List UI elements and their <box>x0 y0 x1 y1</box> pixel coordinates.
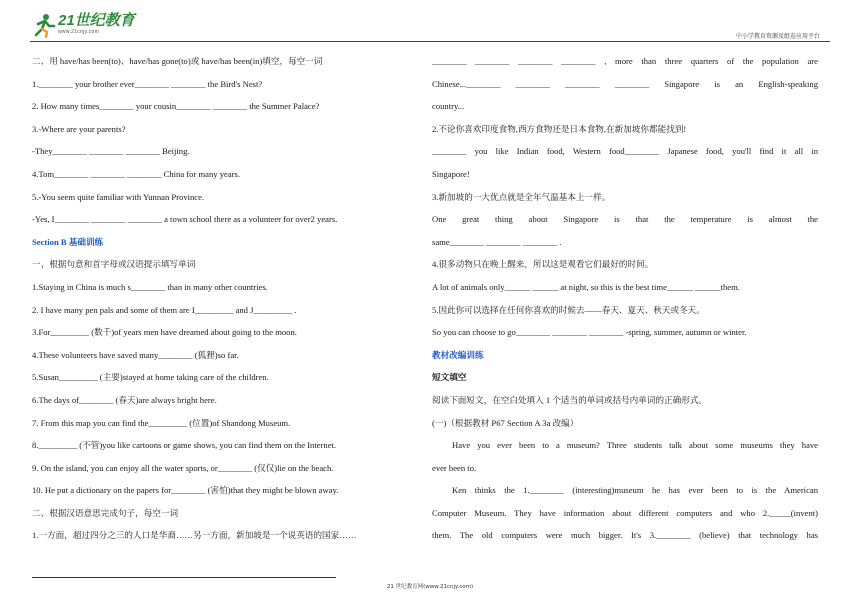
exercise-line: Singapore! <box>432 168 470 179</box>
logo <box>30 12 135 38</box>
left-column <box>32 50 408 547</box>
exercise-line: -They________ ________ ________ Beijing. <box>32 146 190 157</box>
section-heading: 二、用 have/has been(to)、have/has gone(to)或 have/has been(in)填空，每空一词 <box>32 56 323 66</box>
logo-url: www.21cnjy.com <box>58 29 100 35</box>
exercise-line: A lot of animals only______ ______ at night, so this is the best time______ ______them. <box>432 281 740 292</box>
exercise-line: Chinese...________ ________ ________ ________ Singapore is an English-speaking <box>432 78 818 89</box>
passage-fill-title: 短文填空 <box>432 372 467 383</box>
passage-line: Have you ever been to a museum? Three students talk about some museums they have <box>452 440 818 451</box>
exercise-line: 1.Staying in China is much s________ than in many other countries. <box>32 281 268 292</box>
exercise-line: One great thing about Singapore is that the temperature is almost the <box>432 214 818 225</box>
exercise-line: 1.一方面，超过四分之三的人口是华裔……另一方面，新加坡是一个说英语的国家…… <box>32 530 357 541</box>
exercise-line: -Yes, I________ ________ ________ a town school there as a volunteer for over2 years. <box>32 214 338 225</box>
source-note: (一)（根据教材 P67 Section A 3a 改编） <box>432 417 579 428</box>
exercise-line: 4.很多动物只在晚上醒来，所以这是观看它们最好的时间。 <box>432 259 654 270</box>
passage-line: ever been to. <box>432 462 477 473</box>
page-footer: 21 世纪教育网(www.21cnjy.com) <box>386 584 474 590</box>
instruction-line: 阅读下面短文，在空白处填入 1 个适当的单词或括号内单词的正确形式。 <box>432 394 708 405</box>
exercise-line: 10. He put a dictionary on the papers for________ (害怕)that they might be blown away. <box>32 485 339 496</box>
section-heading: 二、根据汉语意思完成句子，每空一词 <box>32 507 179 518</box>
logo-name: 21世纪教育 <box>58 12 135 29</box>
exercise-line: 1.________ your brother ever________ ________ the Bird's Nest? <box>32 78 263 89</box>
exercise-line: 8._________ (不管)you like cartoons or game shows, you can find them on the Internet. <box>32 440 337 451</box>
runner-logo-icon <box>30 12 56 38</box>
section-b-title: Section B 基础训练 <box>32 236 104 247</box>
exercise-line: 2. How many times________ your cousin________ ________ the Summer Palace? <box>32 101 320 112</box>
right-column <box>432 50 818 547</box>
exercise-line: 3.新加坡的一大优点就是全年气温基本上一样。 <box>432 191 611 202</box>
exercise-line: ________ ________ ________ ________ , more than three quarters of the population are <box>432 56 818 66</box>
passage-line: Ken thinks the 1.________ (interesting)museum he has ever been to is the American <box>452 485 818 496</box>
exercise-line: country... <box>432 101 465 112</box>
passage-line: them. The old computers were much bigger. It's 3.________ (believe) that technology has <box>432 530 818 541</box>
exercise-line: 6.The days of________ (春天)are always bright here. <box>32 394 217 405</box>
exercise-line: 9. On the island, you can enjoy all the water sports, or________ (仅仅)lie on the beach. <box>32 462 334 473</box>
footer-divider <box>32 577 336 578</box>
page-header <box>30 12 830 42</box>
textbook-section-title: 教材改编训练 <box>432 349 484 360</box>
exercise-line: 3.-Where are your parents? <box>32 123 126 134</box>
exercise-line: same________ ________ ________ . <box>432 236 562 247</box>
exercise-line: 2. I have many pen pals and some of them are I_________ and J_________ . <box>32 304 297 315</box>
exercise-line: 5.因此你可以选择在任何你喜欢的时候去——春天、夏天、秋天或冬天。 <box>432 304 705 315</box>
exercise-line: 3.For_________ (数千)of years men have dreamed about going to the moon. <box>32 327 297 338</box>
passage-line: Computer Museum. They have information about different computers and who 2._____(invent) <box>432 507 818 518</box>
exercise-line: So you can choose to go________ ________ ________ -spring, summer, autumn or winter. <box>432 327 747 338</box>
exercise-line: 2.不论你喜欢印度食物,西方食物还是日本食物,在新加坡你都能找到! <box>432 123 687 134</box>
platform-title: 中小学教育资源及组卷应用平台 <box>735 33 820 40</box>
exercise-line: 5.Susan_________ (主要)stayed at home taking care of the children. <box>32 372 269 383</box>
header-divider <box>30 41 830 42</box>
exercise-line: ________ you like Indian food, Western food________ Japanese food, you'll find it all in <box>432 146 818 157</box>
exercise-line: 4.Tom________ ________ ________ China for many years. <box>32 168 241 179</box>
exercise-line: 5.-You seem quite familiar with Yunnan Province. <box>32 191 205 202</box>
exercise-line: 7. From this map you can find the_________ (位置)of Shandong Museum. <box>32 417 291 428</box>
exercise-line: 4.These volunteers have saved many________ (狐狸)so far. <box>32 349 239 360</box>
section-heading: 一、根据句意和首字母或汉语提示填写单词 <box>32 259 196 270</box>
